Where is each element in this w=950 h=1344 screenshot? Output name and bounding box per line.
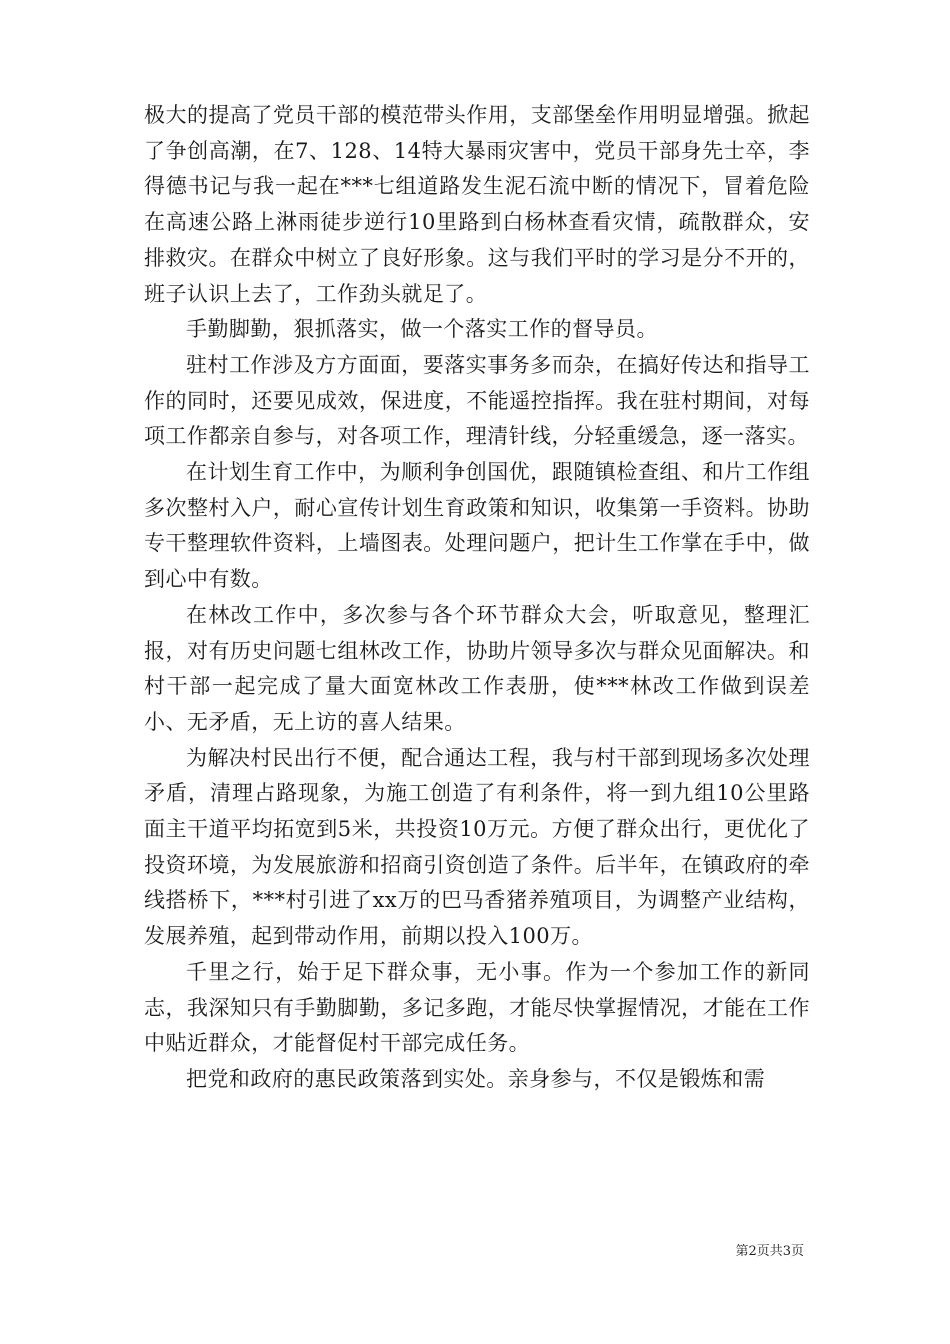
paragraph-forest-reform: 在林改工作中，多次参与各个环节群众大会，听取意见，整理汇报，对有历史问题七组林改工作，协助片领导多次与群众见面解决。和村干部一起完成了量大面宽林改工作表册，使***林改工作做到误差小、无矛盾，无上访的喜人结果。 (144, 602, 810, 734)
page-number: 第2页共3页 (735, 1244, 804, 1259)
paragraph-road-project: 为解决村民出行不便，配合通达工程，我与村干部到现场多次处理矛盾，清理占路现象，为施工创造了有利条件，将一到九组10公里路面主干道平均拓宽到5米，共投资10万元。方便了群众出行，更优化了投资环境，为发展旅游和招商引资创造了条件。后半年，在镇政府的牵线搭桥下，***村引进了xx万的巴马香猪养殖项目，为调整产业结构，发展养殖，起到带动作用，前期以投入100万。 (144, 745, 810, 949)
paragraph-family-planning: 在计划生育工作中，为顺利争创国优，跟随镇检查组、和片工作组多次整村入户，耐心宣传计划生育政策和知识，收集第一手资料。协助专干整理软件资料，上墙图表。处理问题户，把计生工作掌在手中，做到心中有数。 (144, 460, 810, 592)
paragraph-village-work: 驻村工作涉及方方面面，要落实事务多而杂，在搞好传达和指导工作的同时，还要见成效，保进度，不能遥控指挥。我在驻村期间，对每项工作都亲自参与，对各项工作，理清针线，分轻重缓急，逐一落实。 (144, 352, 810, 449)
paragraph-new-comrade: 千里之行，始于足下群众事，无小事。作为一个参加工作的新同志，我深知只有手勤脚勤，多记多跑，才能尽快掌握情况，才能在工作中贴近群众，才能督促村干部完成任务。 (144, 959, 810, 1056)
paragraph-heading-supervision: 手勤脚勤，狠抓落实，做一个落实工作的督导员。 (186, 317, 658, 342)
document-body (144, 98, 810, 1098)
paragraph-continued: 极大的提高了党员干部的模范带头作用，支部堡垒作用明显增强。掀起了争创高潮，在7、128、14特大暴雨灾害中，党员干部身先士卒，李得德书记与我一起在***七组道路发生泥石流中断的情况下，冒着危险在高速公路上淋雨徒步逆行10里路到白杨林查看灾情，疏散群众，安排救灾。在群众中树立了良好形象。这与我们平时的学习是分不开的，班子认识上去了，工作劲头就足了。 (144, 103, 810, 306)
paragraph-policy: 把党和政府的惠民政策落到实处。亲身参与，不仅是锻炼和需 (186, 1066, 766, 1091)
